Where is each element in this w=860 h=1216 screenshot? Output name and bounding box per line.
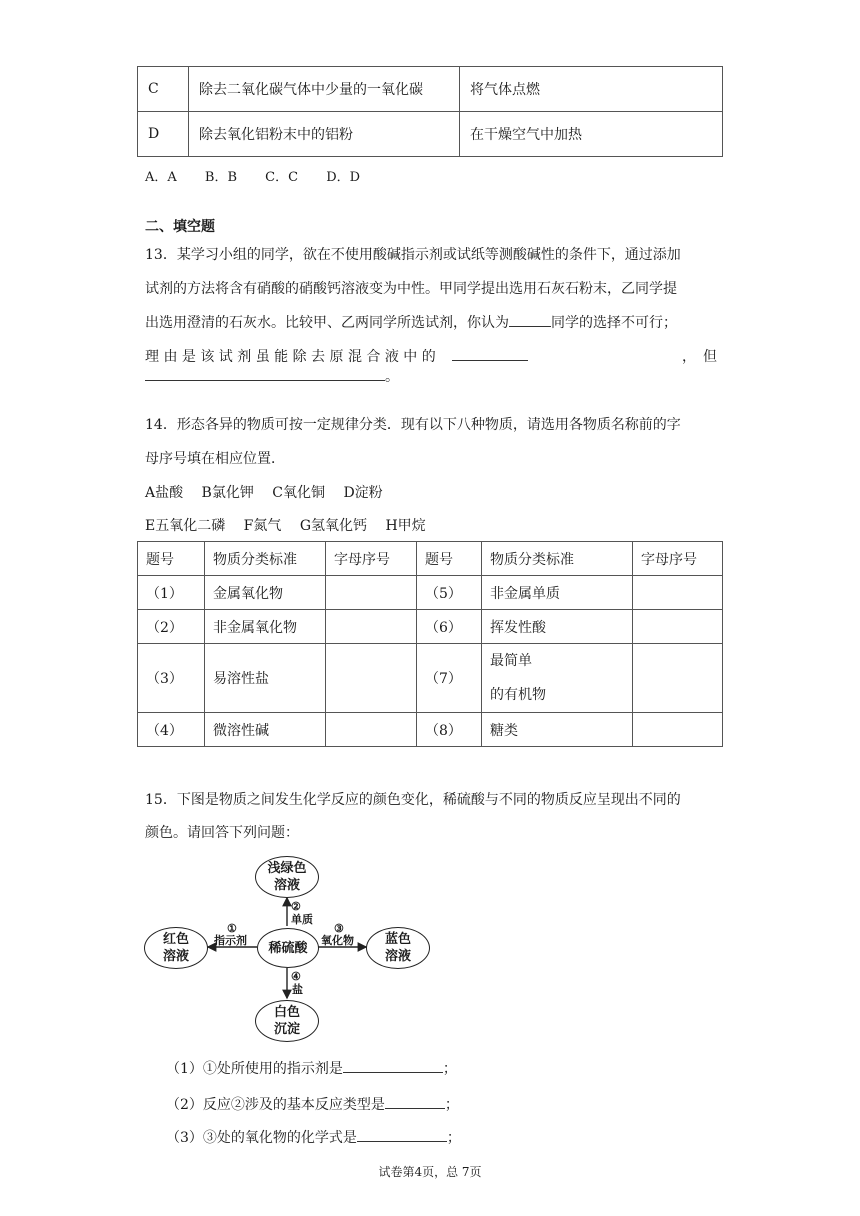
node-dilute-sulfuric-acid — [257, 928, 319, 968]
answer-blank[interactable] — [357, 1127, 447, 1142]
q13-line3 — [145, 312, 677, 332]
node-light-green-solution — [255, 856, 319, 898]
table-row — [138, 644, 723, 713]
answer-cell[interactable] — [633, 644, 723, 713]
answer-cell[interactable] — [633, 713, 723, 747]
node-text: 蓝色 — [384, 932, 411, 947]
method-cell: 在干燥空气中加热 — [460, 112, 723, 157]
criterion-cell: 微溶性碱 — [205, 713, 326, 747]
choice-b[interactable]: B．B — [204, 170, 238, 185]
label-2: ② — [291, 900, 301, 913]
criterion-cell: 易溶性盐 — [205, 644, 326, 713]
options-table-fragment — [137, 66, 723, 157]
header-cell: 题号 — [138, 542, 205, 576]
q13-line3-text2: 同学的选择不可行； — [551, 315, 677, 331]
answer-cell[interactable] — [326, 644, 417, 713]
q15-sub3 — [166, 1127, 461, 1147]
answer-blank[interactable] — [385, 1094, 445, 1109]
header-cell: 物质分类标准 — [482, 542, 633, 576]
node-text: 溶液 — [273, 878, 300, 893]
label-1: ① — [227, 922, 237, 935]
q14-line2: 母序号填在相应位置． — [145, 451, 285, 467]
q14-list1: A盐酸 B氯化钾 C氧化铜 D淀粉 — [145, 485, 383, 501]
method-cell: 将气体点燃 — [460, 67, 723, 112]
header-cell: 字母序号 — [633, 542, 723, 576]
node-text: 溶液 — [162, 949, 189, 964]
criterion-cell: 糖类 — [482, 713, 633, 747]
label-oxide: 氧化物 — [321, 934, 354, 947]
option-key: C — [138, 67, 189, 112]
node-text: 白色 — [273, 1005, 300, 1020]
q12-choices — [145, 166, 360, 185]
criterion-cell: 非金属单质 — [482, 576, 633, 610]
sub-end: ； — [442, 1061, 457, 1077]
node-text: 浅绿色 — [267, 861, 307, 876]
qnum-cell: （2） — [138, 610, 205, 644]
reaction-diagram — [140, 852, 440, 1042]
answer-cell[interactable] — [633, 576, 723, 610]
criterion-cell: 金属氧化物 — [205, 576, 326, 610]
q13-line4-text: 理 由 是 该 试 剂 虽 能 除 去 原 混 合 液 中 的 — [145, 349, 436, 365]
q14-list2: E五氧化二磷 F氮气 G氢氧化钙 H甲烷 — [145, 518, 426, 534]
q13-line5 — [145, 352, 399, 386]
answer-cell[interactable] — [326, 713, 417, 747]
q15-line2: 颜色。请回答下列问题： — [145, 825, 299, 841]
header-cell: 字母序号 — [326, 542, 417, 576]
table-row — [138, 67, 723, 112]
node-white-precipitate — [255, 1000, 319, 1042]
q15-sub2 — [166, 1094, 459, 1114]
label-4: ④ — [291, 970, 301, 983]
criterion-cell: 非金属氧化物 — [205, 610, 326, 644]
q14-line1: 14．形态各异的物质可按一定规律分类．现有以下八种物质，请选用各物质名称前的字 — [145, 417, 681, 433]
qnum-cell: （1） — [138, 576, 205, 610]
node-text: 稀硫酸 — [268, 940, 308, 956]
qnum-cell: （4） — [138, 713, 205, 747]
q13-line5-end: 。 — [385, 369, 399, 385]
answer-blank[interactable] — [452, 346, 528, 361]
criterion-line1: 最简单 — [490, 653, 532, 669]
answer-cell[interactable] — [633, 610, 723, 644]
table-header-row — [138, 542, 723, 576]
classification-table — [137, 541, 723, 747]
qnum-cell: （6） — [417, 610, 482, 644]
q15-line1: 15．下图是物质之间发生化学反应的颜色变化，稀硫酸与不同的物质反应呈现出不同的 — [145, 792, 681, 808]
header-cell: 题号 — [417, 542, 482, 576]
answer-cell[interactable] — [326, 576, 417, 610]
qnum-cell: （7） — [417, 644, 482, 713]
label-salt: 盐 — [292, 983, 303, 996]
sub-text: （3）③处的氧化物的化学式是 — [166, 1130, 357, 1146]
choice-c[interactable]: C．C — [265, 170, 299, 185]
table-row — [138, 610, 723, 644]
label-3: ③ — [334, 922, 344, 935]
node-text: 沉淀 — [273, 1022, 300, 1037]
option-key: D — [138, 112, 189, 157]
criterion-cell: 挥发性酸 — [482, 610, 633, 644]
answer-blank[interactable] — [509, 312, 551, 327]
answer-cell[interactable] — [326, 610, 417, 644]
node-blue-solution — [366, 927, 430, 969]
q13-line1: 13．某学习小组的同学，欲在不使用酸碱指示剂或试纸等测酸碱性的条件下，通过添加 — [145, 247, 681, 263]
task-cell: 除去二氧化碳气体中少量的一氧化碳 — [189, 67, 460, 112]
qnum-cell: （5） — [417, 576, 482, 610]
node-text: 红色 — [162, 932, 189, 947]
node-text: 溶液 — [384, 949, 411, 964]
q13-line3-text: 出选用澄清的石灰水。比较甲、乙两同学所选试剂，你认为 — [145, 315, 509, 331]
answer-blank[interactable] — [343, 1058, 443, 1073]
choice-a[interactable]: A．A — [145, 170, 177, 185]
choice-d[interactable]: D．D — [326, 170, 361, 185]
node-red-solution — [144, 927, 208, 969]
q15-sub1 — [166, 1058, 457, 1078]
sub-text: （1）①处所使用的指示剂是 — [166, 1061, 343, 1077]
sub-text: （2）反应②涉及的基本反应类型是 — [166, 1097, 385, 1113]
table-row — [138, 112, 723, 157]
answer-blank[interactable] — [145, 352, 385, 381]
sub-end: ； — [446, 1130, 461, 1146]
table-row — [138, 713, 723, 747]
label-indicator: 指示剂 — [214, 934, 247, 947]
table-row — [138, 576, 723, 610]
task-cell: 除去氧化铝粉末中的铝粉 — [189, 112, 460, 157]
qnum-cell: （3） — [138, 644, 205, 713]
qnum-cell: （8） — [417, 713, 482, 747]
section-title: 二、填空题 — [145, 219, 215, 235]
sub-end: ； — [444, 1097, 459, 1113]
q13-line4-end: ， 但 — [682, 349, 717, 365]
page-footer: 试卷第4页，总 7页 — [378, 1165, 482, 1179]
criterion-cell — [482, 644, 633, 713]
q13-line2: 试剂的方法将含有硝酸的硝酸钙溶液变为中性。甲同学提出选用石灰石粉末，乙同学提 — [145, 281, 677, 297]
header-cell: 物质分类标准 — [205, 542, 326, 576]
criterion-line2: 的有机物 — [490, 687, 546, 703]
label-elemental: 单质 — [291, 913, 313, 926]
